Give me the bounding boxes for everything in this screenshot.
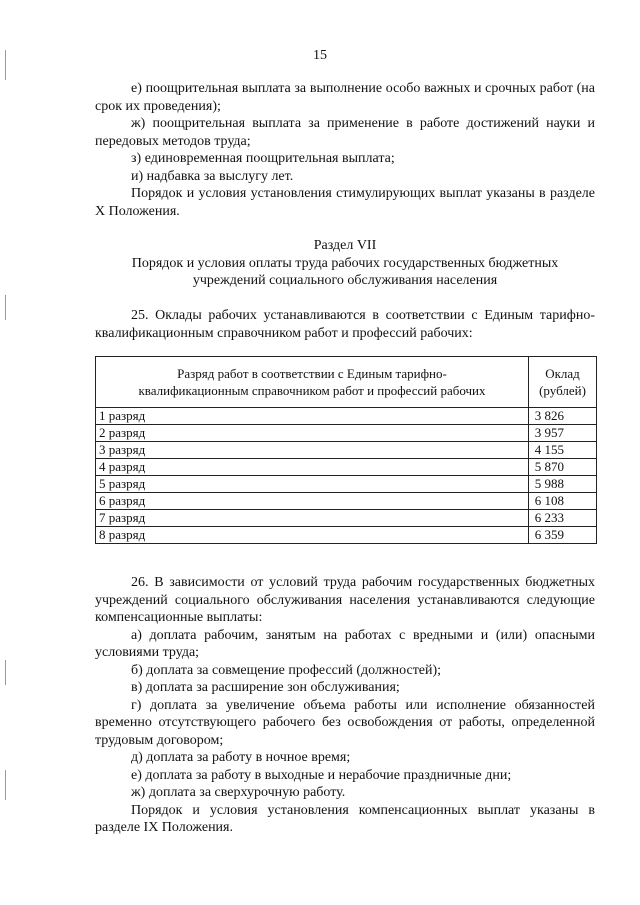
table-row bbox=[96, 425, 597, 442]
list-item: а) доплата рабочим, занятым на работах с вредными и (или) опасными условиями труда; bbox=[95, 627, 595, 660]
salary-cell: 4 155 bbox=[529, 442, 597, 459]
scan-margin-mark bbox=[5, 295, 6, 320]
table-row bbox=[96, 459, 597, 476]
table-row bbox=[96, 510, 597, 527]
salary-cell: 5 988 bbox=[529, 476, 597, 493]
salary-cell: 3 957 bbox=[529, 425, 597, 442]
list-item: г) доплата за увеличение объема работы или исполнение обязанностей временно отсутствующего рабочего без освобождения от работы, определенной трудовым договором; bbox=[95, 697, 595, 748]
list-item: е) поощрительная выплата за выполнение особо важных и срочных работ (на срок их проведения); bbox=[95, 81, 595, 114]
grade-cell: 3 разряд bbox=[96, 442, 529, 459]
table-row bbox=[96, 493, 597, 510]
table-row bbox=[96, 527, 597, 544]
table-row bbox=[96, 442, 597, 459]
scan-margin-mark bbox=[5, 770, 6, 800]
clause-26-text: 26. В зависимости от условий труда рабочим государственных бюджетных учреждений социального обслуживания населения устанавливаются следующие компенсационные выплаты: bbox=[95, 575, 595, 625]
list-item: б) доплата за совмещение профессий (должностей); bbox=[131, 662, 442, 678]
table-row bbox=[96, 476, 597, 493]
list-item: ж) поощрительная выплата за применение в работе достижений науки и передовых методов труда; bbox=[95, 116, 595, 149]
list-item: Порядок и условия установления компенсационных выплат указаны в разделе IX Положения. bbox=[95, 802, 595, 835]
salary-cell: 6 233 bbox=[529, 510, 597, 527]
grade-cell: 6 разряд bbox=[96, 493, 529, 510]
list-item: ж) доплата за сверхурочную работу. bbox=[131, 785, 346, 800]
section-title: Раздел VII bbox=[313, 238, 377, 253]
top-list bbox=[95, 80, 595, 220]
scan-margin-mark bbox=[5, 660, 6, 685]
salary-cell: 6 108 bbox=[529, 493, 597, 510]
section-subtitle: учреждений социального обслуживания населения bbox=[192, 273, 498, 288]
list-item: д) доплата за работу в ночное время; bbox=[131, 750, 351, 765]
salary-cell: 6 359 bbox=[529, 527, 597, 544]
salary-cell: 5 870 bbox=[529, 459, 597, 476]
clause-26 bbox=[95, 574, 595, 837]
section-subtitle: Порядок и условия оплаты труда рабочих государственных бюджетных bbox=[131, 255, 559, 271]
list-item: Порядок и условия установления стимулирующих выплат указаны в разделе X Положения. bbox=[95, 186, 595, 219]
grade-cell: 1 разряд bbox=[96, 408, 529, 425]
header-grade: Разряд работ в соответствии с Единым тарифно-квалификационным справочником работ и профессий рабочих bbox=[96, 357, 529, 408]
list-item: и) надбавка за выслугу лет. bbox=[131, 168, 294, 184]
page-number: 15 bbox=[313, 48, 327, 63]
grade-cell: 7 разряд bbox=[96, 510, 529, 527]
salary-cell: 3 826 bbox=[529, 408, 597, 425]
grade-cell: 2 разряд bbox=[96, 425, 529, 442]
table-row bbox=[96, 408, 597, 425]
header-salary: Оклад (рублей) bbox=[529, 357, 597, 408]
clause-25 bbox=[95, 307, 595, 342]
grade-cell: 5 разряд bbox=[96, 476, 529, 493]
clause-25-text: 25. Оклады рабочих устанавливаются в соответствии с Единым тарифно-квалификационным справочником работ и профессий рабочих: bbox=[95, 308, 595, 341]
list-item: в) доплата за расширение зон обслуживания; bbox=[131, 680, 400, 695]
salary-table bbox=[95, 356, 597, 544]
table-header-row bbox=[96, 357, 597, 408]
section-heading bbox=[95, 237, 595, 290]
list-item: з) единовременная поощрительная выплата; bbox=[131, 151, 395, 166]
grade-cell: 8 разряд bbox=[96, 527, 529, 544]
grade-cell: 4 разряд bbox=[96, 459, 529, 476]
list-item: е) доплата за работу в выходные и нерабочие праздничные дни; bbox=[131, 767, 512, 783]
